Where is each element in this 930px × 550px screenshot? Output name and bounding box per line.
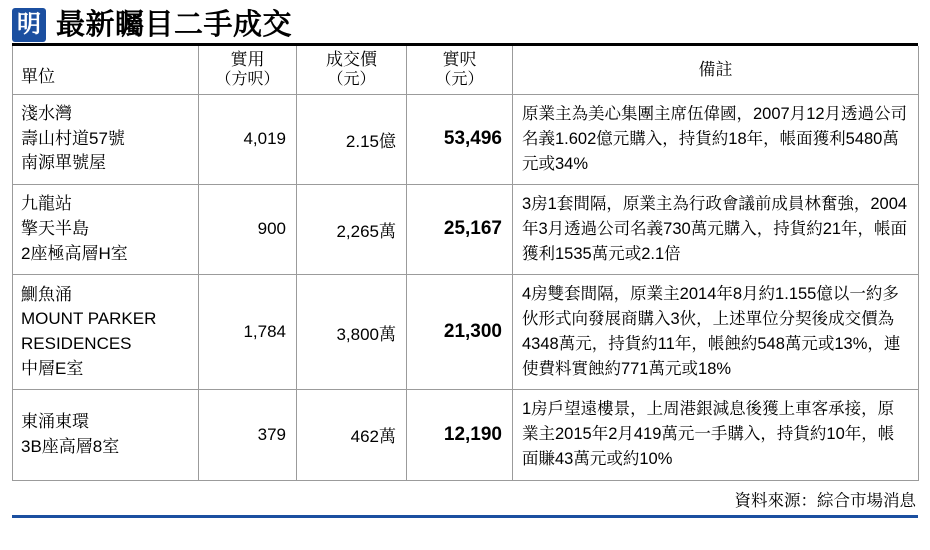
source-note: 資料來源：綜合市場消息 (734, 491, 916, 510)
cell-remark: 原業主為美心集團主席伍偉國，2007月12月透過公司名義1.602億元購入，持貨約18年，帳面獲利5480萬元或34% (513, 94, 919, 184)
column-header-price-unit: （元） (327, 71, 376, 89)
page-header (0, 0, 930, 46)
cell-area: 1,784 (199, 274, 297, 389)
column-header-psf (407, 46, 513, 94)
column-header-unit-label: 單位 (21, 67, 55, 87)
table-header-row (13, 46, 919, 94)
column-header-price (297, 46, 407, 94)
cell-psf: 53,496 (407, 94, 513, 184)
cell-remark: 3房1套間隔，原業主為行政會議前成員林奮強，2004年3月透過公司名義730萬元購入，持貨約21年，帳面獲利1535萬元或2.1倍 (513, 184, 919, 274)
cell-price: 2,265萬 (297, 184, 407, 274)
cell-price: 462萬 (297, 390, 407, 480)
cell-area: 900 (199, 184, 297, 274)
cell-area: 4,019 (199, 94, 297, 184)
cell-unit: 東涌東環 3B座高層8室 (13, 390, 199, 480)
column-header-area-unit: （方呎） (215, 71, 280, 89)
transactions-table (12, 46, 919, 481)
column-header-unit (13, 46, 199, 94)
column-header-remark (513, 46, 919, 94)
cell-unit: 鰂魚涌 MOUNT PARKER RESIDENCES 中層E室 (13, 274, 199, 389)
column-header-area-label: 實用 (230, 50, 265, 70)
table-row (13, 94, 919, 184)
ming-pao-logo: 明 (12, 8, 46, 42)
cell-psf: 21,300 (407, 274, 513, 389)
column-header-psf-unit: （元） (435, 71, 484, 89)
column-header-psf-label: 實呎 (442, 50, 477, 70)
cell-area: 379 (199, 390, 297, 480)
cell-unit: 九龍站 擎天半島 2座極高層H室 (13, 184, 199, 274)
footer-divider (12, 515, 918, 518)
cell-psf: 12,190 (407, 390, 513, 480)
cell-psf: 25,167 (407, 184, 513, 274)
header-divider (12, 43, 918, 46)
page-title: 最新矚目二手成交 (56, 8, 293, 41)
table-head (13, 46, 919, 94)
table-row (13, 274, 919, 389)
column-header-price-label: 成交價 (326, 50, 377, 70)
table-row (13, 184, 919, 274)
column-header-remark-label: 備註 (698, 60, 733, 80)
cell-price: 2.15億 (297, 94, 407, 184)
table-row (13, 390, 919, 480)
cell-price: 3,800萬 (297, 274, 407, 389)
cell-unit: 淺水灣 壽山村道57號 南源單號屋 (13, 94, 199, 184)
cell-remark: 1房戶望遠樓景，上周港銀減息後獲上車客承接，原業主2015年2月419萬元一手購入，持貨約10年，帳面賺43萬元或約10% (513, 390, 919, 480)
column-header-area (199, 46, 297, 94)
table-body (13, 94, 919, 480)
cell-remark: 4房雙套間隔，原業主2014年8月約1.155億以一約多伙形式向發展商購入3伙，上述單位分契後成交價為4348萬元，持貨約11年，帳蝕約548萬元或13%，連使費料實蝕約771萬元或18% (513, 274, 919, 389)
transactions-table-container (0, 46, 930, 481)
